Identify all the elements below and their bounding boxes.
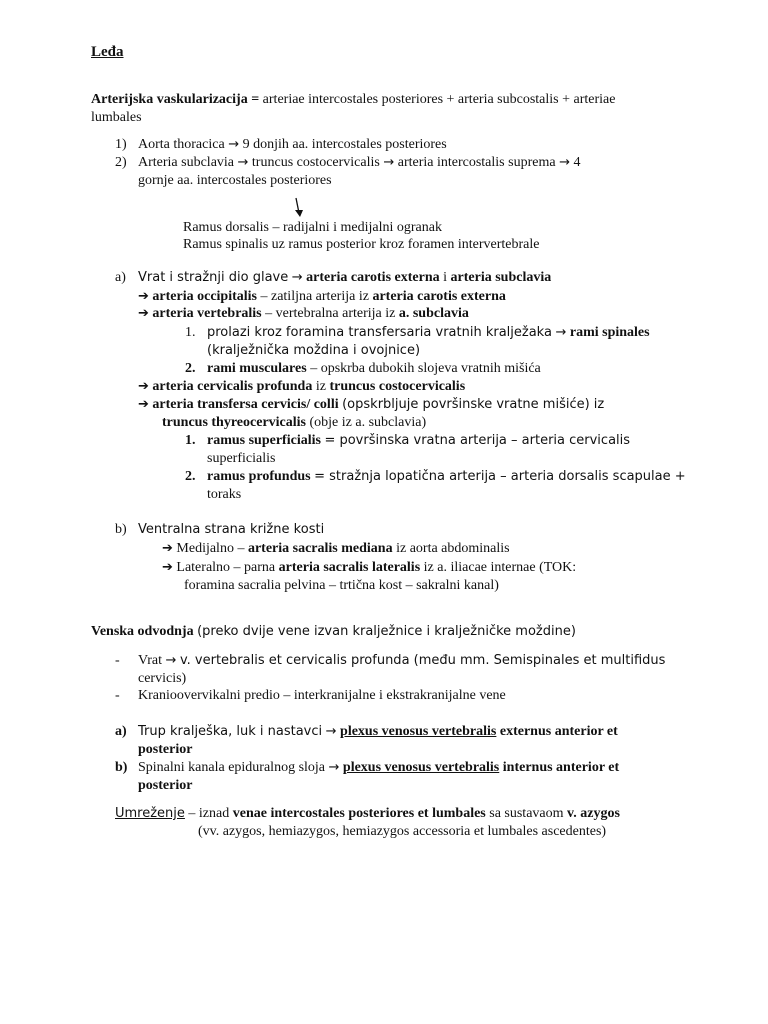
list-number: 2. [185,469,196,484]
arrow-right-icon: → [228,137,240,152]
list-item-subclavia: Arteria subclavia → truncus costocervicalis → arteria intercostalis suprema → 4 [138,155,581,170]
section-marker: b) [115,760,128,775]
list-item-cont: truncus thyreocervicalis (obje iz a. subclavia) [162,415,427,430]
arrow-right-icon: → [383,155,395,170]
arrow-right-icon: → [237,155,249,170]
arrow-down-icon [290,197,306,219]
arterial-heading: Arterijska vaskularizacija = [91,92,260,107]
bold-arrow-icon: ➔ [138,306,149,321]
list-number: 2. [185,361,196,376]
list-number: 1. [185,325,196,340]
list-number: 1. [185,433,196,448]
arrow-right-icon: → [165,653,177,668]
list-item-cont: posterior [138,778,193,793]
list-item-lateralis: ➔ Lateralno – parna arteria sacralis lateralis iz a. iliacae internae (TOK: [162,560,577,575]
ramus-spinalis: Ramus spinalis uz ramus posterior kroz foramen intervertebrale [183,237,540,252]
bold-arrow-icon: ➔ [162,541,173,556]
list-item-aorta: Aorta thoracica → 9 donjih aa. intercostales posteriores [138,137,447,152]
page-title: Leđa [91,44,124,60]
bold-arrow-icon: ➔ [138,379,149,394]
sub-item-cont: toraks [207,487,242,502]
umrezenje-cont: (vv. azygos, hemiazygos, hemiazygos accessoria et lumbales ascedentes) [198,824,607,839]
section-marker: a) [115,724,127,739]
bold-arrow-icon: ➔ [138,289,149,304]
list-item-cervicalis: ➔ arteria cervicalis profunda iz truncus costocervicalis [138,379,466,394]
list-item-vertebralis: ➔ arteria vertebralis – vertebralna arterija iz a. subclavia [138,306,469,321]
arrow-right-icon: → [555,325,567,340]
list-item-cont: foramina sacralia pelvina – trtična kost – sakralni kanal) [184,578,499,593]
list-item-transfersa: ➔ arteria transfersa cervicis/ colli (opskrbljuje površinske vratne mišiće) iz [138,397,605,412]
sub-item-superficialis: ramus superficialis = površinska vratna arterija – arteria cervicalis [207,433,631,448]
list-item-cont: cervicis) [138,671,187,686]
sub-item-cont: (kralježnička moždina i ovojnice) [207,343,421,358]
section-a-heading: Vrat i stražnji dio glave → arteria carotis externa i arteria subclavia [138,270,552,285]
list-item-internus: Spinalni kanala epiduralnog sloja → plexus venosus vertebralis internus anterior et [138,760,620,775]
arterial-intro: Arterijska vaskularizacija = arteriae intercostales posteriores + arteria subcostalis + arteriae [91,92,616,107]
arterial-intro-cont: lumbales [91,110,142,125]
bold-arrow-icon: ➔ [138,397,149,412]
venous-heading: Venska odvodnja (preko dvije vene izvan kralježnice i kralježničke moždine) [91,624,576,639]
dash-bullet: - [115,653,120,668]
list-item-mediana: ➔ Medijalno – arteria sacralis mediana iz aorta abdominalis [162,541,510,556]
arrow-right-icon: → [559,155,570,170]
sub-item-musculares: rami musculares – opskrba dubokih slojeva vratnih mišića [207,361,541,376]
arrow-right-icon: → [291,270,303,285]
list-item-cont: gornje aa. intercostales posteriores [138,173,332,188]
arrow-right-icon: → [328,760,340,775]
section-marker: b) [115,522,127,537]
list-number: 2) [115,155,127,170]
arrow-right-icon: → [325,724,337,739]
sub-item-profundus: ramus profundus = stražnja lopatična arterija – arteria dorsalis scapulae + [207,469,686,484]
sub-item-foramina: prolazi kroz foramina transfersaria vratnih kralježaka → rami spinales [207,325,650,340]
list-item-occipitalis: ➔ arteria occipitalis – zatiljna arterija iz arteria carotis externa [138,289,506,304]
list-item-vrat: Vrat → v. vertebralis et cervicalis profunda (među mm. Semispinales et multifidus [138,653,666,668]
list-number: 1) [115,137,127,152]
bold-arrow-icon: ➔ [162,560,173,575]
list-item-externus: Trup kralješka, luk i nastavci → plexus venosus vertebralis externus anterior et [138,724,618,739]
section-b-heading: Ventralna strana križne kosti [138,522,325,537]
sub-item-cont: superficialis [207,451,276,466]
list-item-cont: posterior [138,742,193,757]
ramus-dorsalis: Ramus dorsalis – radijalni i medijalni ogranak [183,220,442,235]
list-item-kranio: Kranioovervikalni predio – interkranijalne i ekstrakranijalne vene [138,688,506,703]
umrezenje-line: Umreženje – iznad venae intercostales posteriores et lumbales sa sustavaom v. azygos [115,806,620,821]
section-marker: a) [115,270,126,285]
dash-bullet: - [115,688,120,703]
